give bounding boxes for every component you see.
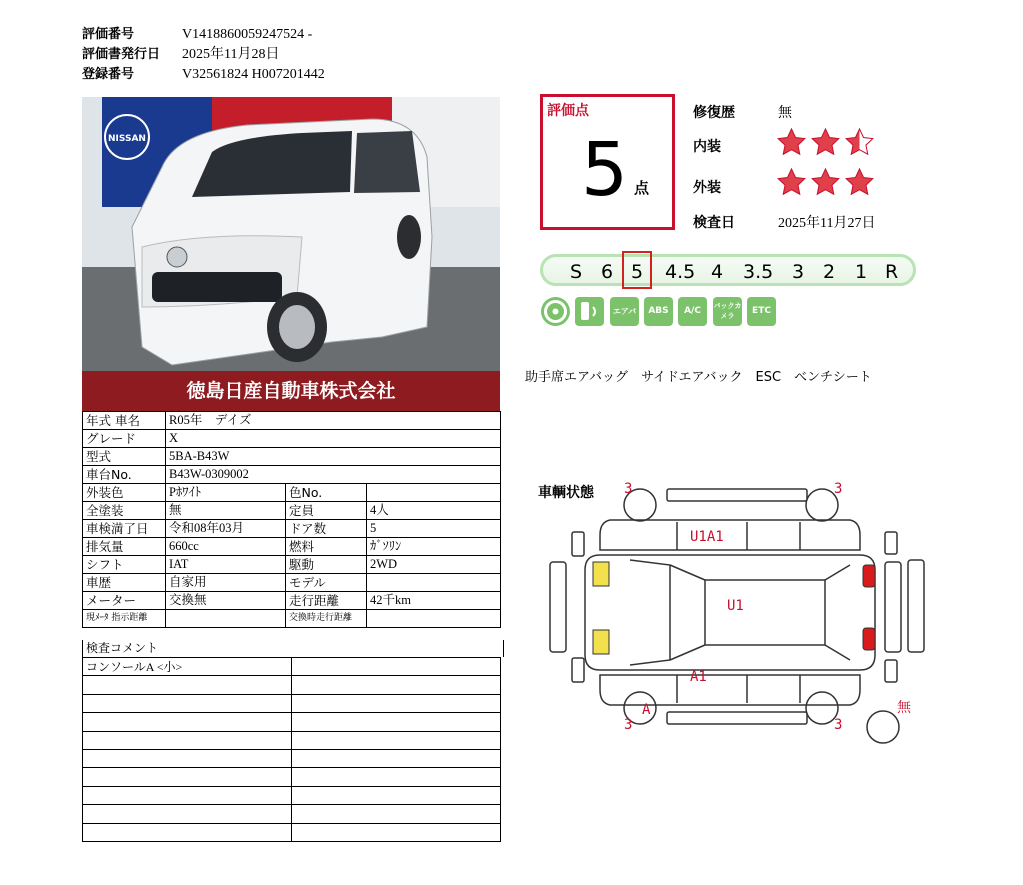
repair-value: 無: [778, 106, 792, 121]
comment-row: [83, 749, 501, 767]
grade-label: グレード: [83, 430, 166, 448]
table-row: [83, 556, 501, 574]
capacity-value: 4人: [367, 502, 501, 520]
table-row: [83, 412, 501, 430]
capacity-label: 定員: [286, 502, 367, 520]
comment-cell: [83, 749, 292, 767]
repaint-value: 無: [166, 502, 286, 520]
exterior-label: 外装: [693, 180, 721, 196]
smart-key-icon: [575, 297, 604, 326]
table-row: [83, 466, 501, 484]
inspection-date: 2025年11月27日: [778, 216, 876, 231]
table-row: [83, 520, 501, 538]
rear-left-tire-mark: 3: [624, 717, 633, 733]
score-box: [540, 94, 675, 230]
comment-row: [83, 768, 501, 786]
comment-cell: [292, 786, 501, 804]
chassis-label: 車台No.: [83, 466, 166, 484]
table-row: [83, 538, 501, 556]
right-doors-mark: U1A1: [690, 529, 724, 545]
grade-scale-item: R: [885, 261, 899, 283]
comment-cell: [83, 823, 292, 841]
comment-cell: [292, 694, 501, 712]
table-row: [83, 574, 501, 592]
dealer-name: 徳島日産自動車株式会社: [82, 371, 500, 411]
star-icon: [776, 127, 807, 163]
abs-icon: ABS: [644, 297, 673, 326]
grade-scale-item: 3.5: [743, 261, 774, 283]
reg-no-label: 登録番号: [82, 67, 135, 82]
comment-row: [83, 658, 501, 676]
model-label: 年式 車名: [83, 412, 166, 430]
comment-cell: [292, 823, 501, 841]
table-row: [83, 592, 501, 610]
front-right-tire-mark: 3: [834, 481, 843, 497]
star-icon: [810, 127, 841, 163]
eval-no-label: 評価番号: [82, 27, 135, 42]
replaced-mileage-value: [367, 610, 501, 628]
ac-icon: A/C: [678, 297, 707, 326]
comment-cell: [292, 731, 501, 749]
comment-cell: [83, 694, 292, 712]
options-text: 助手席エアバッグ サイドエアバック ESC ベンチシート: [525, 370, 872, 385]
mileage-value: 42千km: [367, 592, 501, 610]
meter-value: 交換無: [166, 592, 286, 610]
vehicle-diagram: [540, 480, 930, 750]
roof-mark: U1: [727, 598, 744, 614]
grade-scale-item: S: [570, 261, 583, 283]
star-icon: [844, 167, 875, 203]
star-icon: [776, 167, 807, 203]
score-title: 評価点: [547, 103, 589, 119]
comment-row: [83, 823, 501, 841]
doors-value: 5: [367, 520, 501, 538]
comment-cell: [292, 713, 501, 731]
comment-cell: コンソールA <小>: [83, 658, 292, 676]
color-no-label: 色No.: [286, 484, 367, 502]
repaint-label: 全塗装: [83, 502, 166, 520]
rear-right-tire-mark: 3: [834, 717, 843, 733]
vehicle-photo: [82, 97, 500, 411]
shift-value: IAT: [166, 556, 286, 574]
rear-left-wheel-mark: A: [642, 702, 651, 718]
displacement-value: 660cc: [166, 538, 286, 556]
table-row: [83, 430, 501, 448]
drive-label: 駆動: [286, 556, 367, 574]
comment-cell: [83, 786, 292, 804]
history-label: 車歴: [83, 574, 166, 592]
comment-row: [83, 694, 501, 712]
inspection-value: 令和08年03月: [166, 520, 286, 538]
comment-row: [83, 731, 501, 749]
model-value: R05年 デイズ: [166, 412, 501, 430]
table-row: [83, 448, 501, 466]
left-door-mark: A1: [690, 669, 707, 685]
comment-row: [83, 676, 501, 694]
exterior-stars: [776, 167, 875, 203]
comment-table: [82, 657, 501, 842]
grade-scale-selected-marker: [622, 251, 652, 289]
car-illustration: [82, 97, 500, 411]
spec-table: [82, 411, 501, 628]
inspection-date-label: 検査日: [693, 215, 735, 231]
grade-scale: [540, 254, 916, 286]
comment-cell: [83, 805, 292, 823]
score-unit: 点: [634, 179, 650, 197]
issue-date: 2025年11月28日: [182, 47, 280, 62]
comment-cell: [292, 768, 501, 786]
current-meter-label: 現ﾒｰﾀ 指示距離: [83, 610, 166, 628]
comment-cell: [83, 676, 292, 694]
star-icon: [810, 167, 841, 203]
back-camera-icon: バックカメラ: [713, 297, 742, 326]
grade-scale-item: 1: [855, 261, 868, 283]
interior-stars: [776, 127, 875, 163]
type-label: 型式: [83, 448, 166, 466]
grade-scale-item: 4.5: [665, 261, 696, 283]
interior-label: 内装: [693, 139, 721, 155]
comment-row: [83, 786, 501, 804]
model-type-label: モデル: [286, 574, 367, 592]
airbag-icon: エアバッグ: [610, 297, 639, 326]
displacement-label: 排気量: [83, 538, 166, 556]
comment-cell: [83, 713, 292, 731]
table-row: [83, 484, 501, 502]
comment-cell: [83, 731, 292, 749]
spare-tire-mark: 無: [897, 700, 911, 716]
etc-icon: ETC: [747, 297, 776, 326]
star-icon: [844, 127, 875, 163]
grade-scale-item: 6: [601, 261, 614, 283]
reg-no: V32561824 H007201442: [182, 67, 325, 82]
eval-no: V1418860059247524 -: [182, 27, 313, 42]
meter-label: メーター: [83, 592, 166, 610]
comment-cell: [292, 658, 501, 676]
grade-scale-item: 5: [631, 261, 644, 283]
history-value: 自家用: [166, 574, 286, 592]
current-meter-value: [166, 610, 286, 628]
shift-label: シフト: [83, 556, 166, 574]
drive-value: 2WD: [367, 556, 501, 574]
repair-label: 修復歴: [693, 105, 735, 121]
brand-logo: NISSAN: [108, 134, 146, 144]
grade-scale-item: 2: [823, 261, 836, 283]
exterior-color-value: Pﾎﾜｲﾄ: [166, 484, 286, 502]
comment-row: [83, 805, 501, 823]
table-row: [83, 502, 501, 520]
grade-value: X: [166, 430, 501, 448]
fuel-value: ｶﾞｿﾘﾝ: [367, 538, 501, 556]
front-left-tire-mark: 3: [624, 481, 633, 497]
inspection-label: 車検満了日: [83, 520, 166, 538]
comment-cell: [292, 805, 501, 823]
exterior-color-label: 外装色: [83, 484, 166, 502]
vehicle-state-title: 車輌状態: [538, 485, 594, 501]
steering-icon: [541, 297, 570, 326]
grade-scale-item: 4: [711, 261, 724, 283]
issue-date-label: 評価書発行日: [82, 47, 161, 62]
fuel-label: 燃料: [286, 538, 367, 556]
mileage-label: 走行距離: [286, 592, 367, 610]
type-value: 5BA-B43W: [166, 448, 501, 466]
color-no-value: [367, 484, 501, 502]
doors-label: ドア数: [286, 520, 367, 538]
model-type-value: [367, 574, 501, 592]
score-value: 5: [581, 127, 629, 213]
table-row: [83, 610, 501, 628]
comment-title: 検査コメント: [82, 640, 504, 657]
replaced-mileage-label: 交換時走行距離: [286, 610, 367, 628]
chassis-value: B43W-0309002: [166, 466, 501, 484]
grade-scale-item: 3: [792, 261, 805, 283]
comment-cell: [292, 676, 501, 694]
comment-cell: [83, 768, 292, 786]
comment-row: [83, 713, 501, 731]
comment-cell: [292, 749, 501, 767]
